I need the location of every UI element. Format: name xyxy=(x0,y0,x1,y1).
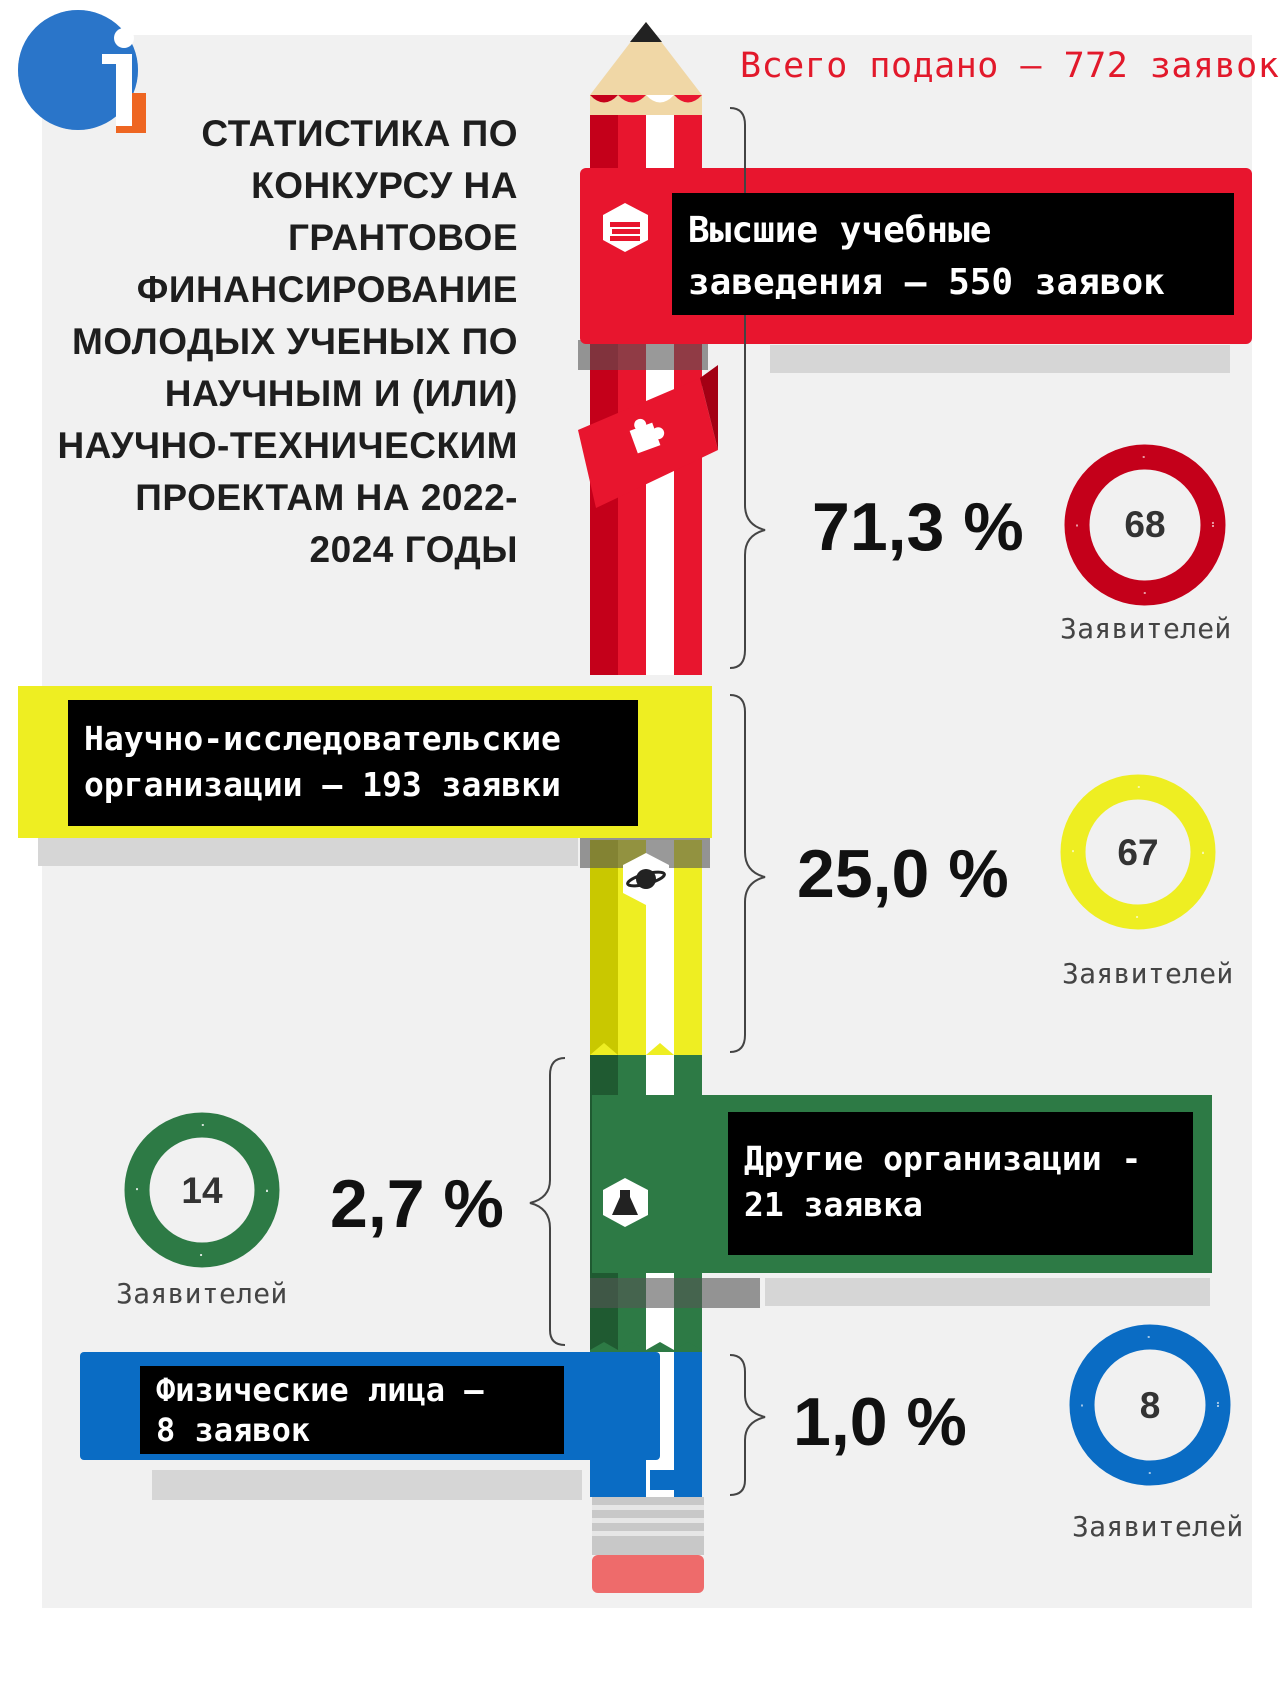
page-title xyxy=(50,108,518,576)
applicants-caption: Заявителей xyxy=(116,1277,288,1310)
title-line: КОНКУРСУ НА xyxy=(251,165,518,206)
other-orgs-label xyxy=(728,1112,1193,1255)
applicants-caption: Заявителей xyxy=(1062,957,1234,990)
books-icon xyxy=(610,222,640,241)
title-line: СТАТИСТИКА ПО xyxy=(201,113,518,154)
label-line: организации – 193 заявки xyxy=(84,765,561,804)
brace-yellow xyxy=(730,695,765,1052)
label-line: заведения – 550 заявок xyxy=(688,262,1165,303)
brace-blue xyxy=(730,1355,765,1495)
other-orgs-applicants-count: 14 xyxy=(181,1170,223,1211)
universities-applicants-count: 68 xyxy=(1124,504,1166,545)
title-line: НАУЧНО-ТЕХНИЧЕСКИМ xyxy=(57,425,518,466)
title-line: ГРАНТОВОЕ xyxy=(287,217,518,258)
title-line: 2024 ГОДЫ xyxy=(309,529,518,570)
applicants-caption: Заявителей xyxy=(1060,612,1232,645)
individuals-percent: 1,0 % xyxy=(793,1384,967,1460)
label-line: 8 заявок xyxy=(156,1411,311,1449)
title-line: НАУЧНЫМ И (ИЛИ) xyxy=(164,373,518,414)
brace-green xyxy=(530,1058,565,1345)
universities-percent: 71,3 % xyxy=(812,489,1024,565)
pencil-lead xyxy=(630,22,662,42)
research-orgs-percent: 25,0 % xyxy=(797,836,1009,912)
label-line: Высшие учебные xyxy=(688,210,992,251)
pencil-eraser xyxy=(592,1555,704,1593)
title-line: ПРОЕКТАМ НА 2022- xyxy=(135,477,518,518)
other-orgs-percent: 2,7 % xyxy=(330,1166,504,1242)
label-line: Физические лица – xyxy=(156,1371,484,1409)
title-line: МОЛОДЫХ УЧЕНЫХ ПО xyxy=(72,321,518,362)
individuals-label xyxy=(140,1366,564,1454)
label-line: 21 заявка xyxy=(744,1185,923,1224)
label-line: Другие организации - xyxy=(744,1139,1142,1178)
label-line: Научно-исследовательские xyxy=(84,719,561,758)
universities-label xyxy=(672,193,1234,315)
research-orgs-label xyxy=(68,700,638,826)
individuals-applicants-count: 8 xyxy=(1139,1385,1161,1426)
research-orgs-applicants-count: 67 xyxy=(1117,832,1159,873)
total-applications: Всего подано – 772 заявок xyxy=(740,46,1280,86)
applicants-caption: Заявителей xyxy=(1072,1510,1244,1543)
title-line: ФИНАНСИРОВАНИЕ xyxy=(136,269,518,310)
